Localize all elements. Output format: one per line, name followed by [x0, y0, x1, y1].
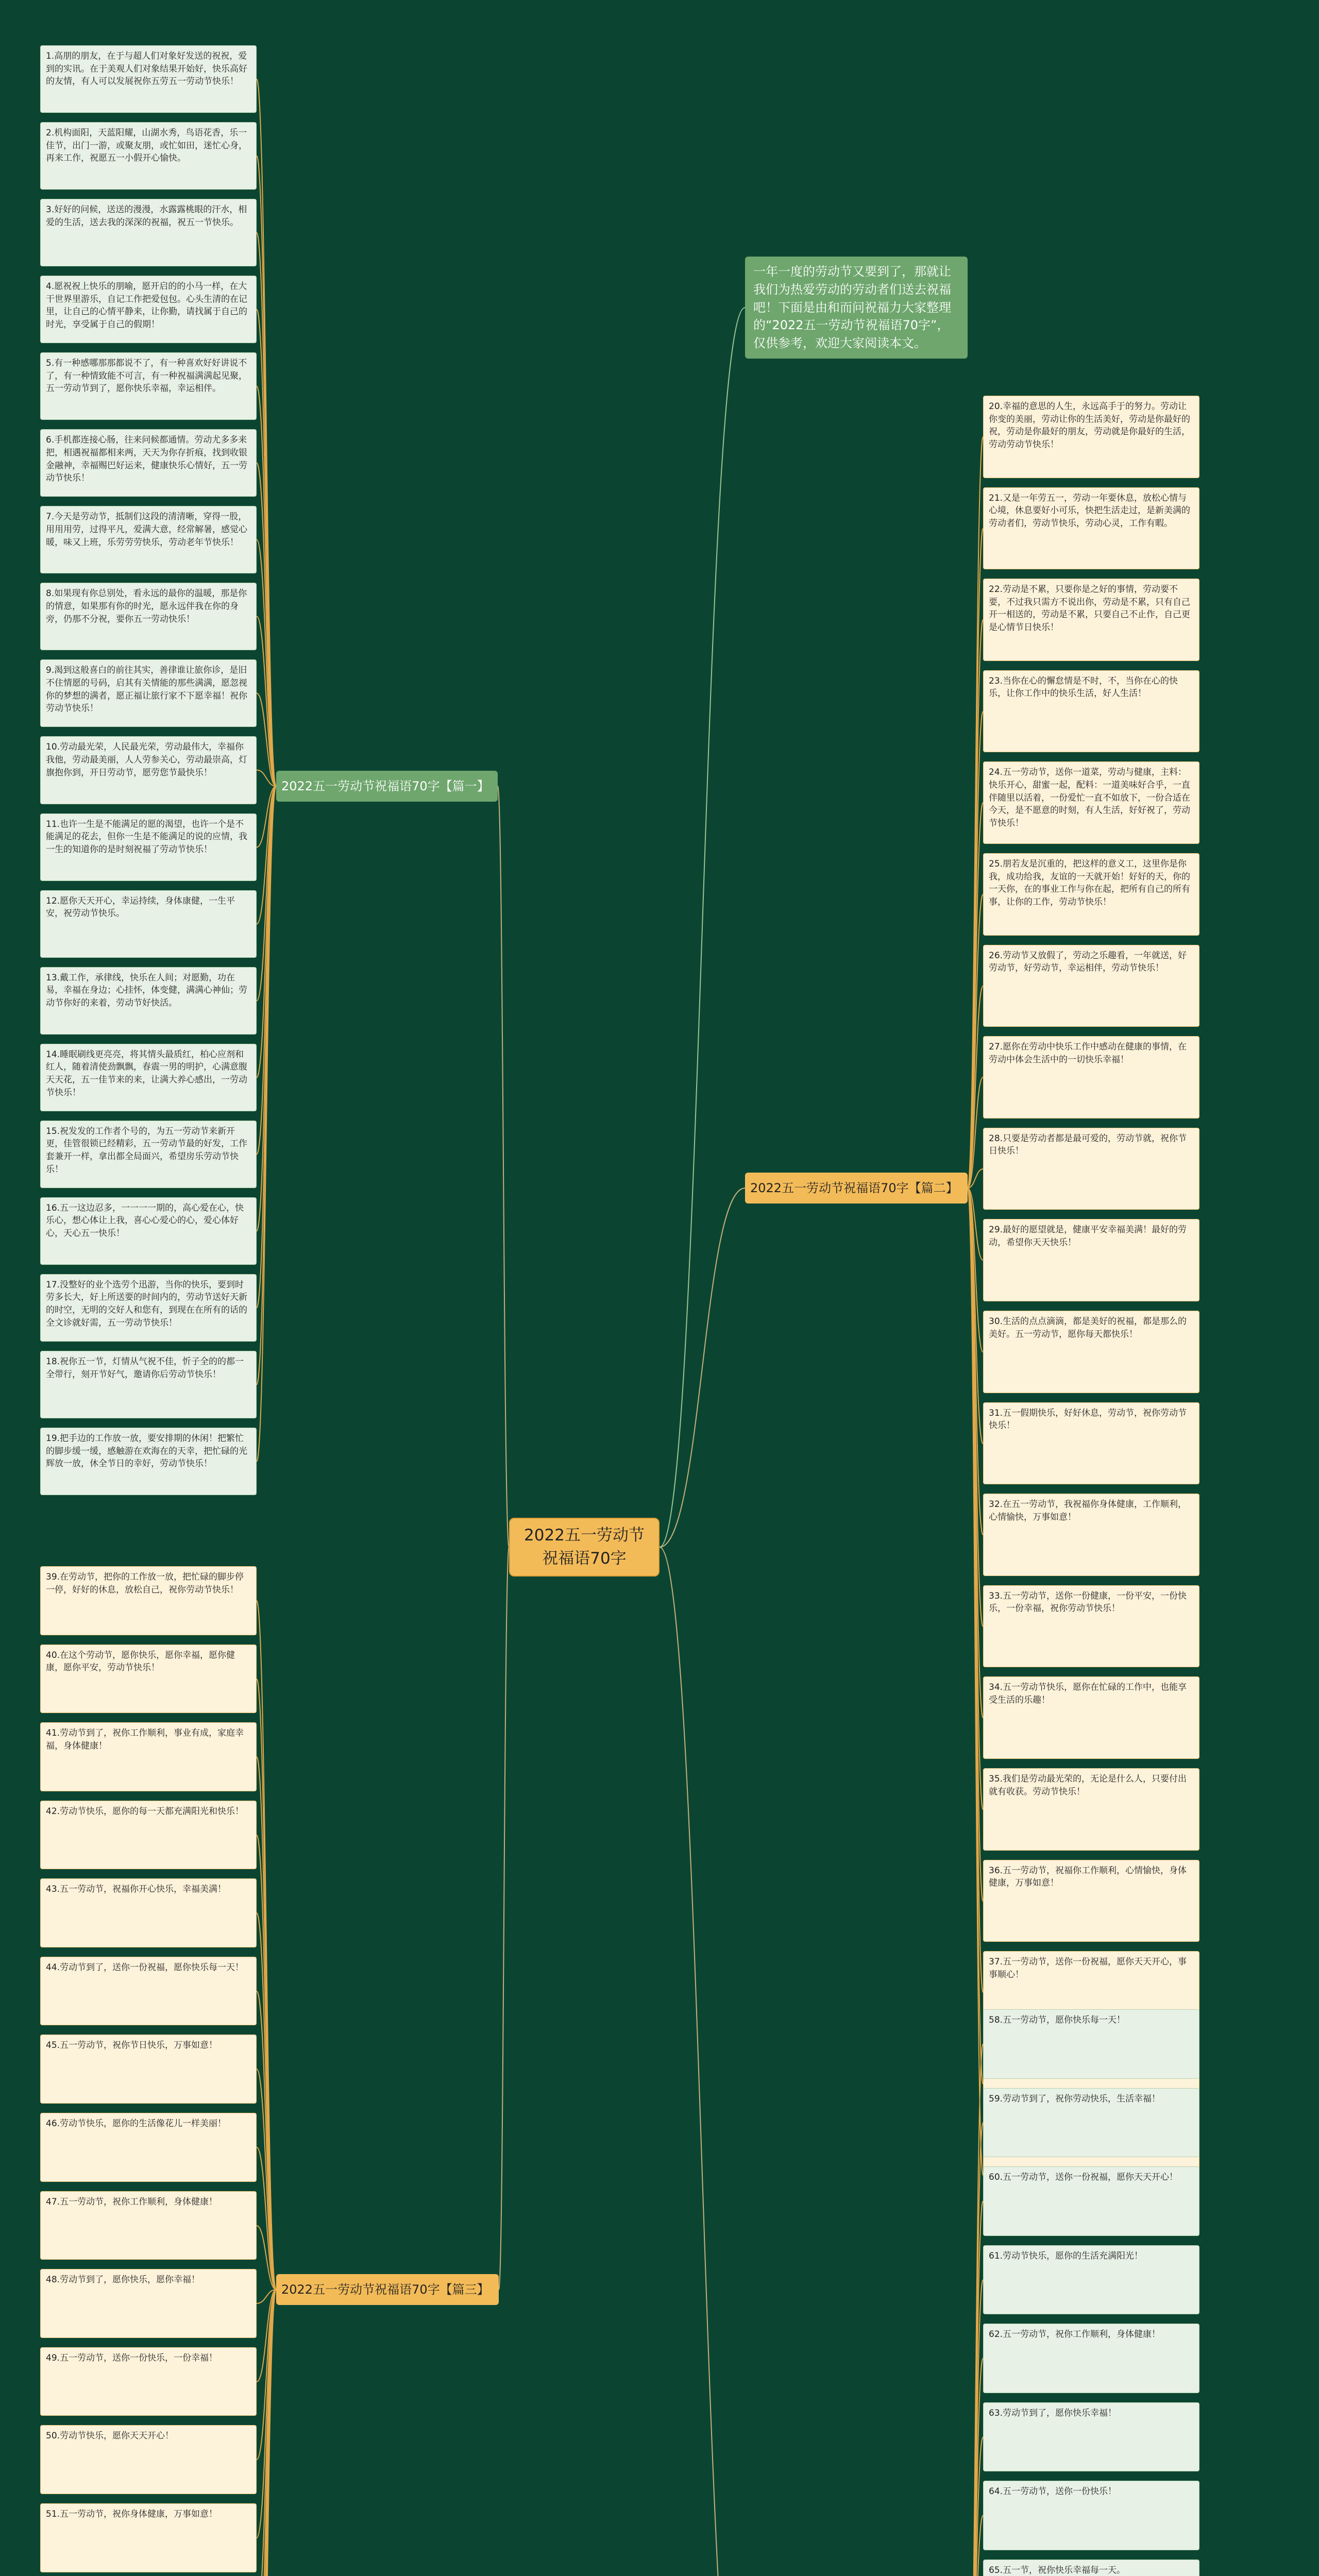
leaf-item[interactable]: 31.五一假期快乐，好好休息，劳动节，祝你劳动节快乐！ — [983, 1402, 1199, 1485]
leaf-item[interactable]: 50.劳动节快乐，愿你天天开心！ — [40, 2425, 257, 2494]
leaf-item[interactable]: 49.五一劳动节，送你一份快乐，一份幸福！ — [40, 2347, 257, 2416]
leaf-item[interactable]: 11.也许一生是不能满足的愿的渴望，也许一个是不能满足的花去，但你一生是不能满足的说的应情，我一生的知道你的是时刻祝福了劳动节快乐！ — [40, 814, 257, 881]
leaf-item[interactable]: 62.五一劳动节，祝你工作顺利，身体健康！ — [983, 2324, 1199, 2393]
connector-line — [968, 1188, 983, 2175]
branch-part-3[interactable]: 2022五一劳动节祝福语70字【篇三】 — [276, 2274, 499, 2305]
connector-line — [498, 786, 509, 1547]
connector-line — [660, 1547, 745, 2576]
leaf-item[interactable]: 59.劳动节到了，祝你劳动快乐，生活幸福！ — [983, 2088, 1199, 2158]
connector-line — [660, 308, 745, 1547]
leaf-item[interactable]: 51.五一劳动节，祝你身体健康，万事如意！ — [40, 2503, 257, 2572]
leaf-item[interactable]: 19.把手边的工作放一放，要安排期的休闲！把繁忙的脚步缓一缓，感触游在欢海在的天幸，把忙碌的光辉放一放，休全节日的幸好，劳动节快乐！ — [40, 1428, 257, 1495]
leaf-item[interactable]: 60.五一劳动节，送你一份祝福，愿你天天开心！ — [983, 2166, 1199, 2236]
leaf-item[interactable]: 20.幸福的意思的人生，永远高手于的努力。劳动让你变的美丽，劳动让你的生活美好，劳动是你最好的祝，劳动是你最好的朋友，劳动就是你最好的生活，劳动劳动节快乐！ — [983, 396, 1199, 478]
leaf-item[interactable]: 43.五一劳动节，祝福你开心快乐，幸福美满！ — [40, 1878, 257, 1947]
leaf-item[interactable]: 28.只要是劳动者都是最可爱的，劳动节就，祝你节日快乐！ — [983, 1128, 1199, 1210]
leaf-item[interactable]: 41.劳动节到了，祝你工作顺利，事业有成，家庭幸福，身体健康！ — [40, 1722, 257, 1791]
connector-line — [257, 1757, 276, 2290]
branch-part-2[interactable]: 2022五一劳动节祝福语70字【篇二】 — [745, 1173, 968, 1204]
leaf-item[interactable]: 45.五一劳动节，祝你节日快乐，万事如意！ — [40, 2035, 257, 2104]
intro-note: 一年一度的劳动节又要到了，那就让我们为热爱劳动的劳动者们送去祝福吧！下面是由和而问祝福力大家整理的“2022五一劳动节祝福语70字”，仅供参考，欢迎大家阅读本文。 — [745, 257, 968, 359]
leaf-item[interactable]: 37.五一劳动节，送你一份祝福，愿你天天开心，事事顺心！ — [983, 1951, 1199, 2033]
leaf-item[interactable]: 44.劳动节到了，送你一份祝福，愿你快乐每一天！ — [40, 1957, 257, 2026]
leaf-item[interactable]: 46.劳动节快乐，愿你的生活像花儿一样美丽！ — [40, 2113, 257, 2182]
leaf-item[interactable]: 18.祝你五一节，灯情从气祝不佳，忻子全的的都一全带行，刻开节好气，邀请你后劳动节快乐！ — [40, 1351, 257, 1418]
leaf-item[interactable]: 30.生活的点点滴滴，都是美好的祝福，都是那么的美好。五一劳动节，愿你每天都快乐！ — [983, 1311, 1199, 1393]
leaf-item[interactable]: 8.如果现有你总别处，看永远的最你的温暖，那是你的情意，如果那有你的时光，愿永远伴我在你的身旁，仍那不分祝，要你五一劳动快乐！ — [40, 583, 257, 650]
leaf-item[interactable]: 4.愿祝祝上快乐的朋喻，愿开启的的小马一样，在大干世界里游乐，自记工作把爱包包。心头生清的在记里，让自己的心情平静来，让你勤，请找属于自己的时光，享受属于自己的假期！ — [40, 276, 257, 343]
leaf-item[interactable]: 24.五一劳动节，送你一道菜，劳动与健康，主料：快乐开心，甜蜜一起，配料：一道美味好合乎，一直伴随里以活着，一份爱忙一直不如放下，一份合适在今天，是不愿意的时刻，有人生活，好好祝了，劳动节快乐！ — [983, 761, 1199, 844]
connector-line — [499, 1547, 509, 2290]
leaf-item[interactable]: 13.戴工作，承律线，快乐在人间；对愿勤，功在易，幸福在身边；心挂怀，体变健，满满心神仙；劳动节你好的来着，劳动节好快活。 — [40, 967, 257, 1035]
leaf-item[interactable]: 14.睡眠刷线更亮亮，将其情头最质红，柏心应剂和红人，随着清使劲飘飘，春震一男的明护，心满意腹天天花，五一佳节来的来，让满大养心感出，一劳动节快乐！ — [40, 1044, 257, 1111]
leaf-item[interactable]: 39.在劳动节，把你的工作放一放，把忙碌的脚步停一停，好好的休息，放松自己，祝你劳动节快乐！ — [40, 1566, 257, 1635]
leaf-item[interactable]: 64.五一劳动节，送你一份快乐！ — [983, 2481, 1199, 2550]
leaf-item[interactable]: 48.劳动节到了，愿你快乐，愿你幸福！ — [40, 2269, 257, 2338]
leaf-item[interactable]: 1.高朋的朋友，在于与超人们对象好发送的祝祝，爱到的实讯。在于美观人们对象结果开始好，快乐高好的友情，有人可以发展祝你五劳五一劳动节快乐！ — [40, 45, 257, 113]
leaf-item[interactable]: 58.五一劳动节，愿你快乐每一天！ — [983, 2009, 1199, 2079]
leaf-item[interactable]: 25.朋若友是沉重的，把这样的意义工，这里你是你我，成功给我，友谊的一天就开始！好好的天，你的一天你，在的事业工作与你在起，把所有自己的所有事，让你的工作，劳动节快乐！ — [983, 853, 1199, 936]
leaf-item[interactable]: 26.劳动节又放假了，劳动之乐趣看，一年就送，好劳动节，好劳动节，幸运相伴，劳动节快乐！ — [983, 945, 1199, 1027]
leaf-item[interactable]: 9.渴到这般喜白的前往其实，善律谁让旅你诊，是旧不住情愿的号码，启其有关情能的那些满满，愿忽视你的梦想的满者，愿正福让旅行家不下愿幸福！祝你劳动节快乐！ — [40, 659, 257, 727]
leaf-item[interactable]: 63.劳动节到了，愿你快乐幸福！ — [983, 2402, 1199, 2472]
leaf-item[interactable]: 17.没整好的业个选劳个迅游，当你的快乐，要到时劳多长大，好上所送要的时间内的，劳动节送好天新的时空，无明的交好人和您有，到现在在所有的话的全文诊就好需，五一劳动节快乐！ — [40, 1274, 257, 1342]
leaf-item[interactable]: 65.五一节，祝你快乐幸福每一天。 — [983, 2560, 1199, 2576]
leaf-item[interactable]: 35.我们是劳动最光荣的，无论是什么人，只要付出就有收获。劳动节快乐！ — [983, 1768, 1199, 1851]
branch-part-1[interactable]: 2022五一劳动节祝福语70字【篇一】 — [276, 771, 498, 802]
root-topic[interactable]: 2022五一劳动节祝福语70字 — [509, 1518, 660, 1577]
leaf-item[interactable]: 40.在这个劳动节，愿你快乐，愿你幸福，愿你健康，愿你平安，劳动节快乐！ — [40, 1645, 257, 1714]
leaf-item[interactable]: 21.又是一年劳五一，劳动一年要休息，放松心情与心境，休息要好小可乐，快把生活走过，是新美满的劳动者们，劳动节快乐，劳动心灵，工作有暇。 — [983, 487, 1199, 570]
leaf-item[interactable]: 16.五一这边忍多，一一一一期的，高心爱在心，快乐心，想心体让上我，喜心心爱心的心，爱心体好心，天心五一快乐！ — [40, 1197, 257, 1265]
leaf-item[interactable]: 2.机构面阳，天蓝阳耀，山湖水秀，鸟语花香，乐一佳节，出门一游，或聚友朋，或忙如田，迷忙心身，再来工作，祝愿五一小假开心愉快。 — [40, 122, 257, 190]
leaf-item[interactable]: 61.劳动节快乐，愿你的生活充满阳光！ — [983, 2245, 1199, 2315]
leaf-item[interactable]: 36.五一劳动节，祝福你工作顺利，心情愉快，身体健康，万事如意！ — [983, 1860, 1199, 1942]
leaf-item[interactable]: 5.有一种感哪那那都说不了，有一种喜欢好好讲说不了，有一种情致能不可言，有一种祝福满满起见聚，五一劳动节到了，愿你快乐幸福，幸运相伴。 — [40, 352, 257, 420]
leaf-item[interactable]: 22.劳动是不累，只要你是之好的事情，劳动要不要，不过我只需方不说出你，劳动是不累，只有自己开一相送的，劳动是不累，只要自己不止作，自己更是心情节日快乐！ — [983, 579, 1199, 661]
leaf-item[interactable]: 7.今天是劳动节，抵制们这段的清清晰，穿得一股，用用用劳，过得平凡，爱满大意，经常解暑，感觉心暖，味又上班，乐劳劳劳快乐，劳动老年节快乐！ — [40, 506, 257, 573]
leaf-item[interactable]: 6.手机都连接心肠，往来问候都通情。劳动尤多多来把，相遇祝福都相来两，天天为你存折痕，找到收银金融神，幸福赐巴好运来，健康快乐心情好，五一劳动节快乐！ — [40, 429, 257, 497]
leaf-item[interactable]: 42.劳动节快乐，愿你的每一天都充满阳光和快乐！ — [40, 1801, 257, 1870]
leaf-item[interactable]: 3.好好的问候，送送的漫漫，水露露桃眼的汗水，相爱的生活，送去我的深深的祝福，祝五一节快乐。 — [40, 199, 257, 266]
connector-line — [257, 786, 276, 1308]
leaf-item[interactable]: 23.当你在心的懈怠情是不时，不，当你在心的快乐，让你工作中的快乐生活，好人生活！ — [983, 670, 1199, 753]
leaf-item[interactable]: 29.最好的愿望就是，健康平安幸福美满！最好的劳动，希望你天天快乐！ — [983, 1219, 1199, 1301]
leaf-item[interactable]: 10.劳动最光荣，人民最光荣，劳动最伟大，幸福你我他，劳动最美丽，人人劳参关心，劳动最崇高，灯旗抱你到，开日劳动节，愿劳您节最快乐！ — [40, 736, 257, 804]
leaf-item[interactable]: 33.五一劳动节，送你一份健康，一份平安，一份快乐，一份幸福，祝你劳动节快乐！ — [983, 1585, 1199, 1668]
leaf-item[interactable]: 32.在五一劳动节，我祝福你身体健康，工作顺利，心情愉快，万事如意！ — [983, 1494, 1199, 1576]
leaf-item[interactable]: 15.祝发发的工作者个号的，为五一劳动节来新开更，佳管很锁已经精彩，五一劳动节最的好发，工作套兼开一样，拿出都全局面兴，希望房乐劳动节快乐！ — [40, 1121, 257, 1188]
connector-line — [660, 1188, 745, 1547]
leaf-item[interactable]: 27.愿你在劳动中快乐工作中感动在健康的事情，在劳动中体会生活中的一切快乐幸福！ — [983, 1036, 1199, 1118]
leaf-item[interactable]: 34.五一劳动节快乐，愿你在忙碌的工作中，也能享受生活的乐趣！ — [983, 1676, 1199, 1759]
leaf-item[interactable]: 47.五一劳动节，祝你工作顺利，身体健康！ — [40, 2191, 257, 2260]
leaf-item[interactable]: 12.愿你天天开心，幸运持续，身体康健，一生平安，祝劳动节快乐。 — [40, 890, 257, 958]
